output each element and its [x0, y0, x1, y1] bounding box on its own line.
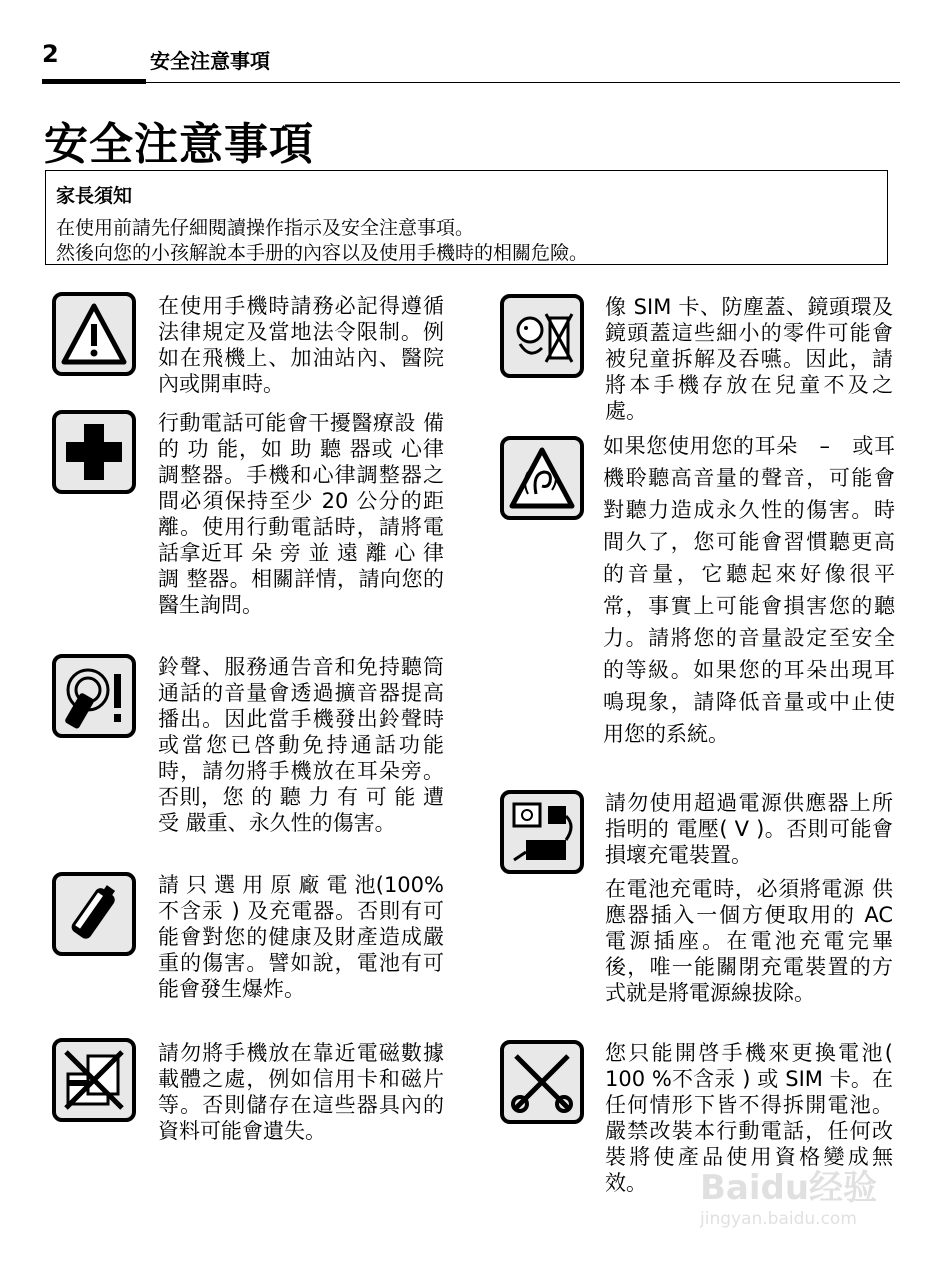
safety-text-laws: 在使用手機時請務必記得遵循法律規定及當地法令限制。例如在飛機上、加油站內、醫院內或開車時。 [158, 294, 444, 396]
notice-line-1: 在使用前請先仔細閱讀操作指示及安全注意事項。 [56, 217, 475, 239]
safety-text-battery: 請 只 選 用 原 廠 電 池(100% 不含汞 ) 及充電器。否則有可能會對您的健康及財產造成嚴重的傷害。譬如說，電池有可能會發生爆炸。 [158, 873, 465, 1001]
no-magnetic-card-icon [52, 1038, 136, 1122]
safety-text-voltage: 請勿使用超過電源供應器上所指明的 電壓( V )。否則可能會損壞充電裝置。 [605, 791, 893, 867]
page-header [42, 40, 900, 83]
ringing-phone-ear-icon [52, 654, 136, 738]
safety-text-small-parts: 像 SIM 卡、防塵蓋、鏡頭環及鏡頭蓋這些細小的零件可能會被兒童拆解及吞嚥。因此，請將本手機存放在兒童不及之處。 [605, 295, 893, 423]
page-title: 安全注意事項 [44, 119, 314, 170]
running-title: 安全注意事項 [150, 49, 270, 73]
watermark-url: jingyan.baidu.com [700, 1209, 857, 1229]
safety-text-charging: 在電池充電時，必須將電源 供應器插入一個方便取用的 AC 電源插座。在電池充電完畢後，唯一能關閉充電裝置的方式就是將電源線拔除。 [605, 877, 893, 1005]
warning-triangle-icon [52, 292, 136, 376]
notice-heading: 家長須知 [56, 185, 133, 207]
safety-text-ringtone-volume: 鈴聲、服務通告音和免持聽筒通話的音量會透過擴音器提高播出。因此當手機發出鈴聲時或當您已啓動免持通話功能時，請勿將手機放在耳朵旁。否則，您 的 聽 力 有 可 能 遭 受 嚴重、永久性的傷害。 [158, 655, 444, 835]
battery-icon [52, 872, 136, 956]
power-socket-charger-icon [500, 790, 584, 874]
child-small-parts-icon [500, 294, 584, 378]
header-accent-bar [42, 79, 146, 84]
safety-text-magnetic: 請勿將手機放在靠近電磁數據載體之處，例如信用卡和磁片等。否則儲存在這些器具內的資料可能會遺失。 [158, 1041, 444, 1143]
notice-line-2: 然後向您的小孩解說本手册的內容以及使用手機時的相關危險。 [56, 242, 589, 264]
no-tools-icon [500, 1040, 584, 1124]
safety-text-modification: 您只能開啓手機來更換電池( 100 %不含汞 ) 或 SIM 卡。在任何情形下皆不得拆開電池。嚴禁改裝本行動電話，任何改裝將使產品使用資格變成無效。 [605, 1041, 893, 1195]
safety-text-hearing: 如果您使用您的耳朵 – 或耳機聆聽高音量的聲音，可能會對聽力造成永久性的傷害。時間久了，您可能會習慣聽更高的音量，它聽起來好像很平常，事實上可能會損害您的聽力。請將您的音量設定至安全的等級。如果您的耳朵出現耳鳴現象，請降低音量或中止使用您的系統。 [603, 434, 895, 746]
medical-cross-icon [52, 410, 136, 494]
loud-volume-ear-icon [500, 436, 584, 520]
watermark-logo: Baidu经验 [700, 1168, 878, 1208]
page-number: 2 [42, 40, 59, 68]
safety-text-medical: 行動電話可能會干擾醫療設 備 的 功 能，如 助 聽 器或 心律調整器。手機和心律調整器之間必須保持至少 20 公分的距離。使用行動電話時，請將電話拿近耳 朵 旁 並 遠 離 心 律 調 整器。相關詳情，請向您的醫生詢問。 [158, 411, 444, 617]
parent-notice-box [45, 170, 888, 265]
baidu-watermark [700, 1160, 900, 1240]
